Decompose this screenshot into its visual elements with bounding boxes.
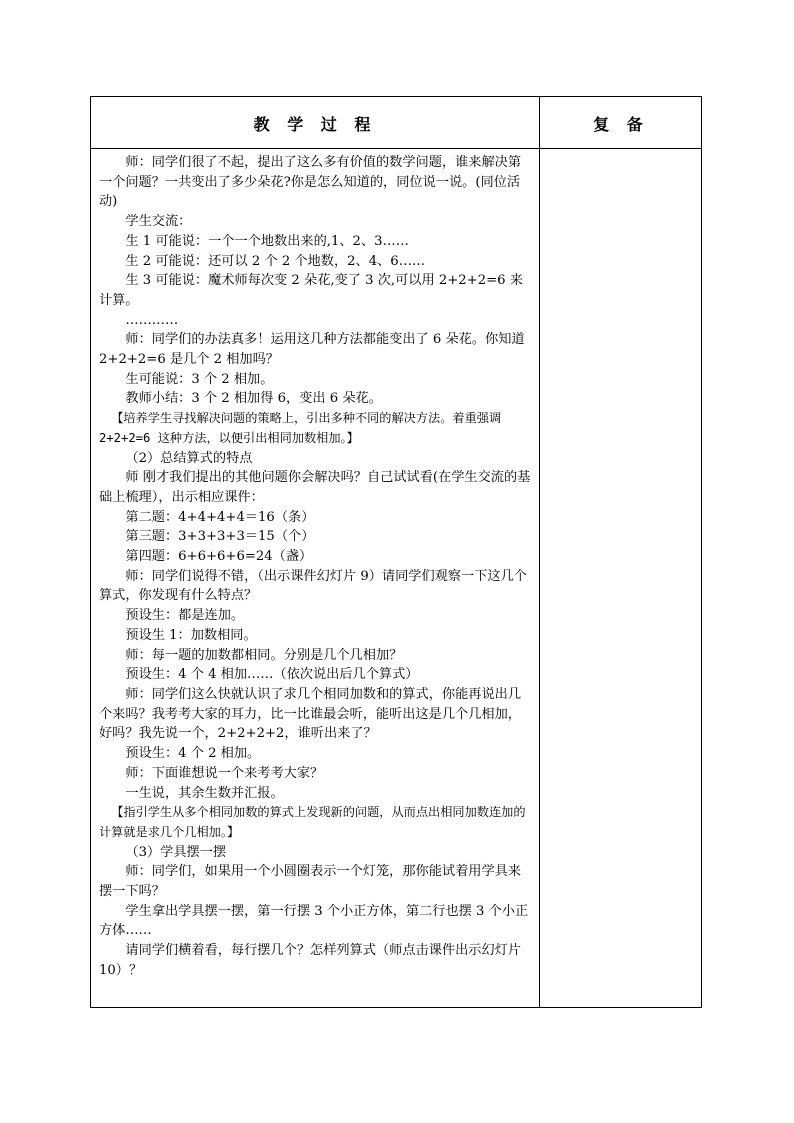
- paragraph: （3）学具摆一摆: [125, 844, 227, 860]
- paragraph: 第四题：6+6+6+6=24（盏）: [125, 549, 313, 565]
- table-header-row: [91, 97, 701, 149]
- design-intent-note: 【指引学生从多个相同加数的算式上发现新的问题，从而点出相同加数连加的计算就是求几个几相加。】: [99, 805, 526, 839]
- paragraph: 师：同学们这么快就认识了求几个相同加数和的算式，你能再说出几个来吗？我考考大家的耳力，比一比谁最会听，能听出这是几个几相加，好吗？我先说一个，2+2+2+2，谁听出来了？: [99, 686, 522, 742]
- paragraph: 第三题：3+3+3+3＝15（个）: [125, 529, 315, 545]
- paragraph: 生可能说：3 个 2 相加。: [125, 371, 274, 387]
- teaching-process-content: [99, 153, 533, 981]
- paragraph: 预设生：都是连加。: [125, 608, 245, 624]
- paragraph: 教师小结：3 个 2 相加得 6，变出 6 朵花。: [125, 391, 382, 407]
- paragraph: 预设生 1：加数相同。: [125, 627, 257, 643]
- paragraph: …………: [125, 312, 179, 328]
- paragraph: 请同学们横着看，每行摆几个？怎样列算式（师点击课件出示幻灯片 10）？: [99, 943, 522, 978]
- paragraph: 师：每一题的加数都相同。分别是几个几相加？: [125, 647, 403, 663]
- paragraph: 师：同学们很了不起，提出了这么多有价值的数学问题，谁来解决第一个问题？一共变出了多少朵花?你是怎么知道的，同位说一说。(同位活动): [99, 155, 522, 210]
- paragraph: 师：同学们说得不错，（出示课件幻灯片 9）请同学们观察一下这几个算式，你发现有什么特点？: [99, 568, 527, 604]
- paragraph: 师 刚才我们提出的其他问题你会解决吗？自己试试看(在学生交流的基础上梳理），出示相应课件：: [99, 470, 531, 505]
- paragraph: 生 1 可能说：一个一个地数出来的,1、2、3……: [125, 233, 409, 249]
- paragraph: 学生交流：: [125, 214, 192, 230]
- paragraph: 学生拿出学具摆一摆，第一行摆 3 个小正方体，第二行也摆 3 个小正方体……: [99, 903, 529, 939]
- paragraph: 生 3 可能说：魔术师每次变 2 朵花,变了 3 次,可以用 2+2+2=6 来计算。: [99, 273, 523, 308]
- teaching-process-header: 教 学 过 程: [253, 114, 377, 134]
- paragraph: 师：下面谁想说一个来考考大家？: [125, 765, 324, 781]
- paragraph: 一生说，其余生数并汇报。: [125, 785, 284, 801]
- column-divider: [539, 97, 540, 1007]
- paragraph: 第二题：4+4+4+4＝16（条）: [125, 509, 315, 525]
- lesson-plan-table: [90, 96, 702, 1008]
- paragraph: 师：同学们，如果用一个小圆圈表示一个灯笼，那你能试着用学具来摆一下吗？: [99, 864, 522, 900]
- paragraph: 预设生：4 个 2 相加。: [125, 746, 261, 762]
- design-intent-note: 【培养学生寻找解决问题的策略上，引出多种不同的解决方法。着重强调 2+2+2=6 这种方法，以便引出相同加数相加。】: [99, 411, 502, 445]
- paragraph: （2）总结算式的特点: [125, 450, 253, 466]
- paragraph: 预设生：4 个 4 相加……（依次说出后几个算式）: [125, 667, 419, 683]
- paragraph: 师：同学们的办法真多！运用这几种方法都能变出了 6 朵花。你知道 2+2+2=6 是几个 2 相加吗？: [99, 332, 525, 368]
- paragraph: 生 2 可能说：还可以 2 个 2 个地数，2、4、6……: [125, 253, 426, 269]
- review-prep-header: 复 备: [593, 114, 649, 134]
